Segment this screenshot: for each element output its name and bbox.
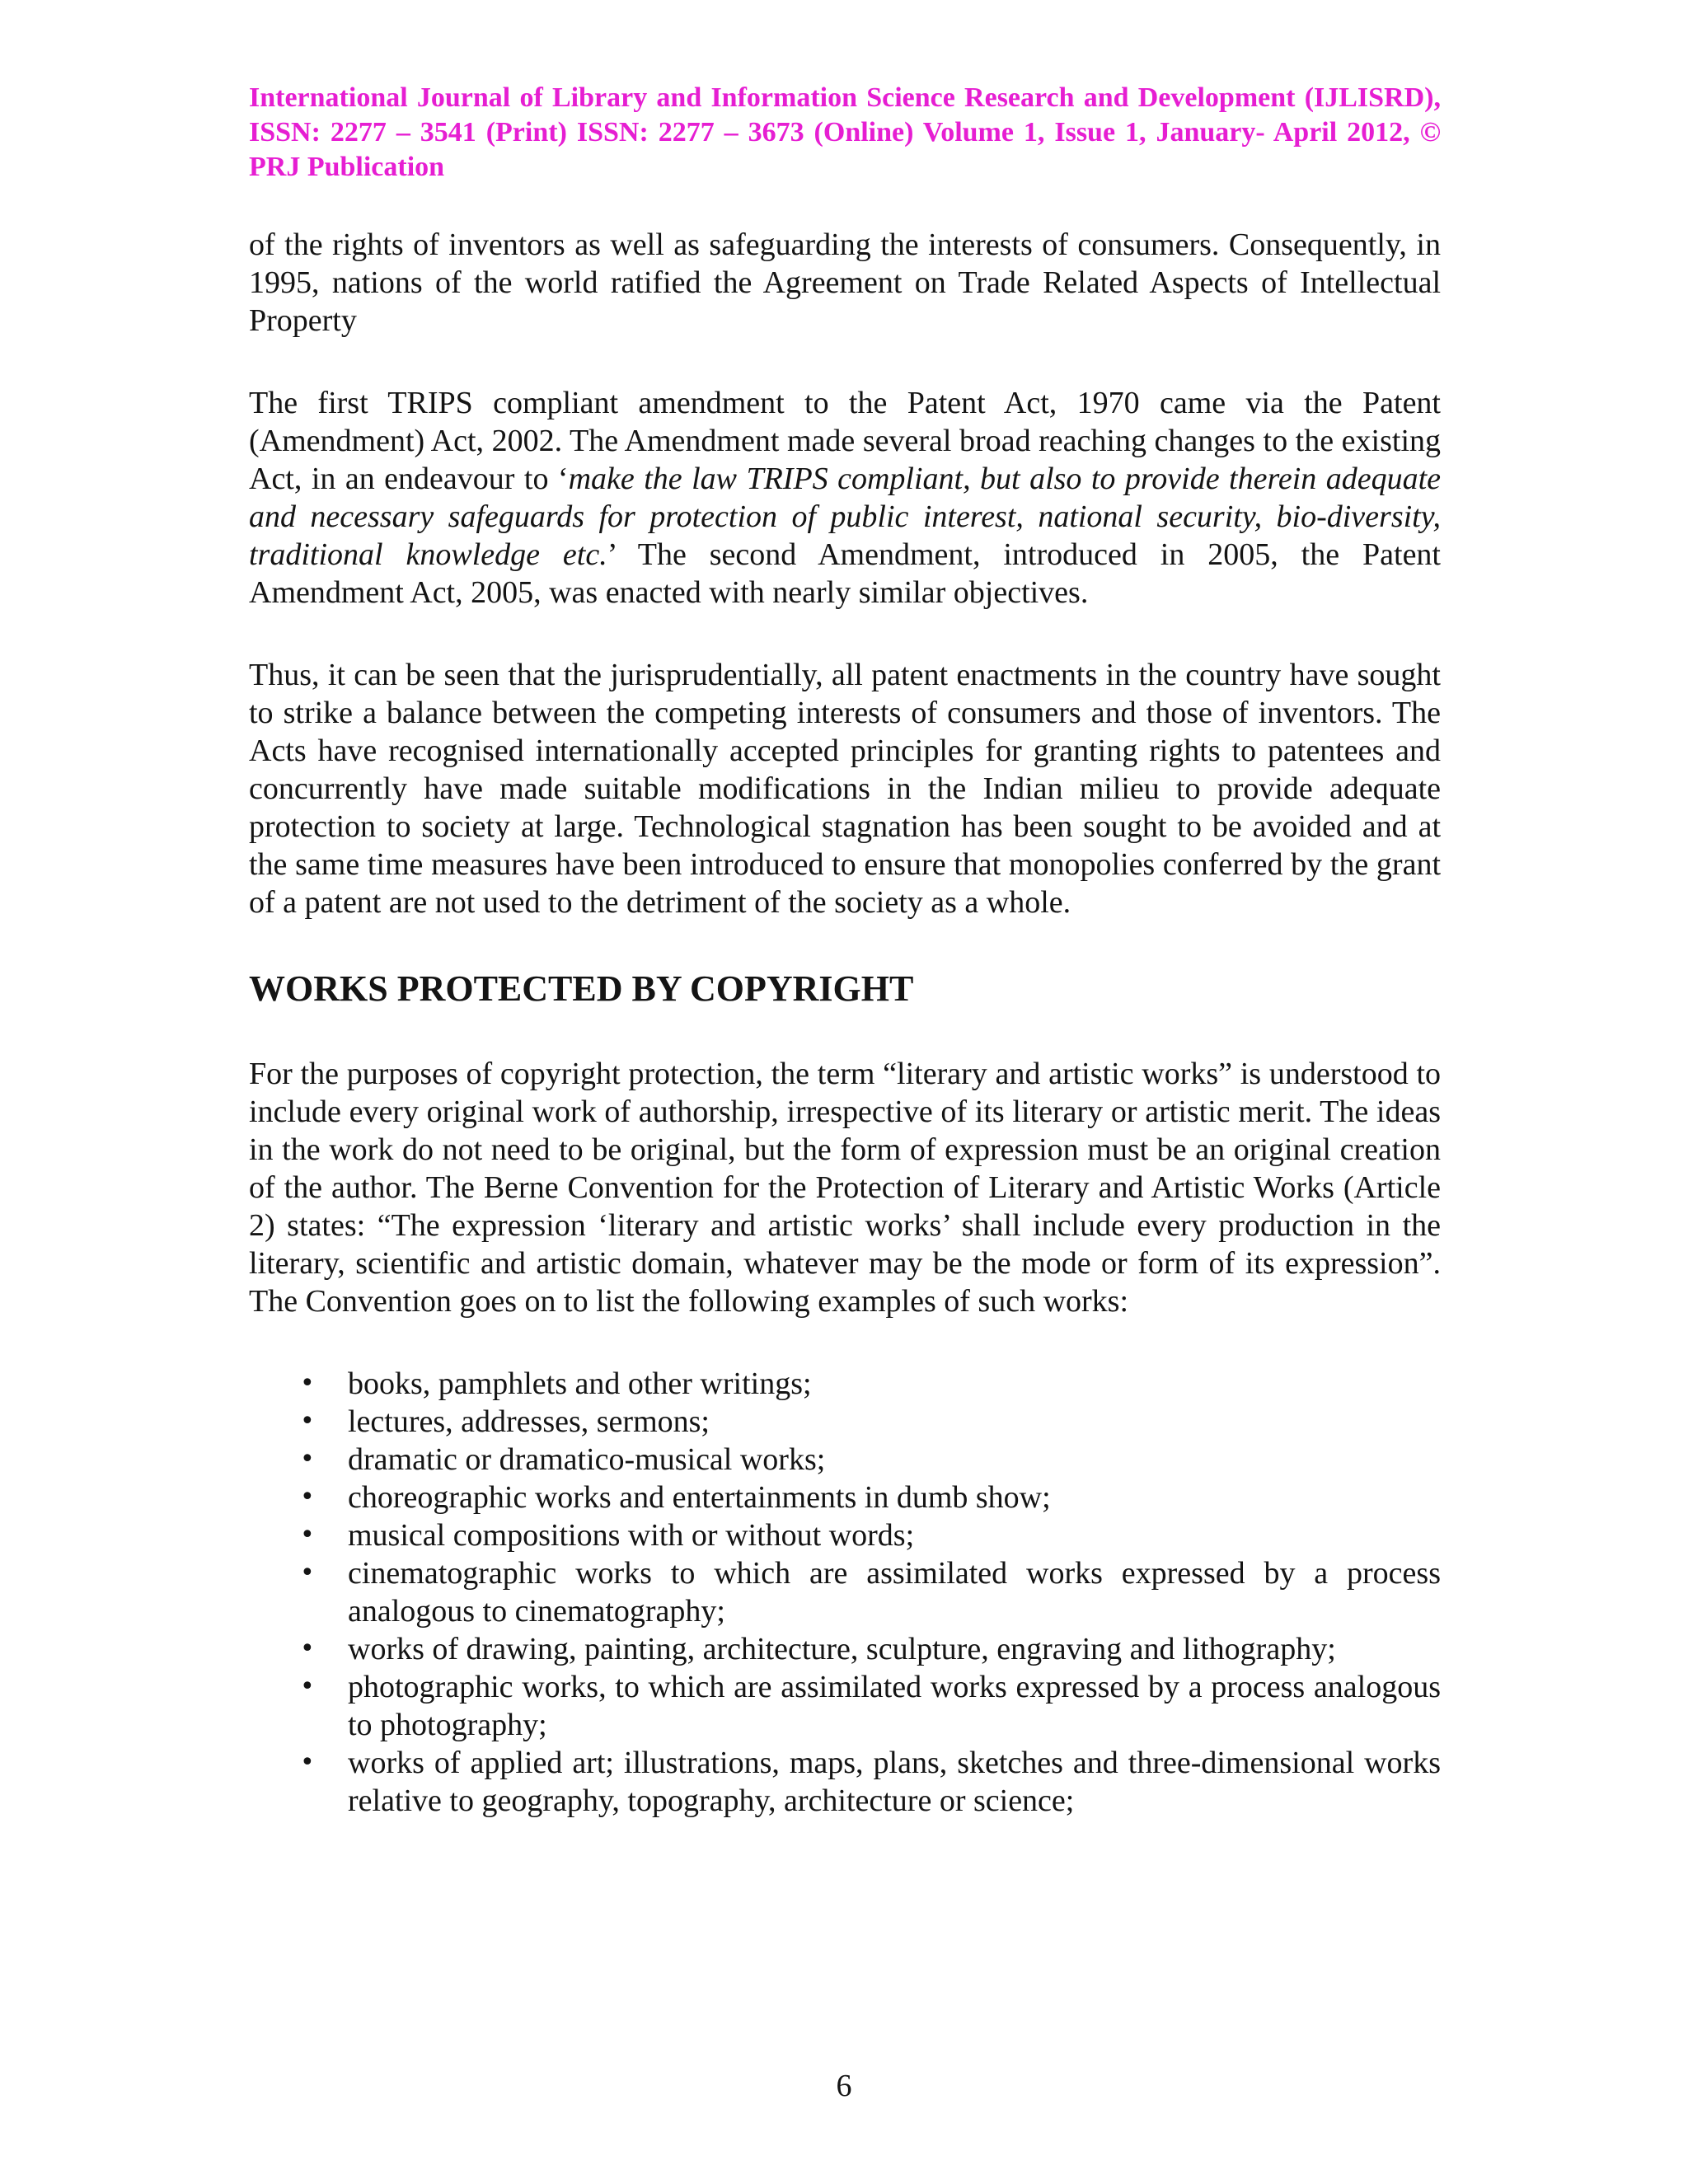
list-item <box>249 1479 1441 1516</box>
bullet-icon: • <box>300 1748 315 1777</box>
bullet-icon: • <box>300 1483 315 1511</box>
paragraph-trips-intro: of the rights of inventors as well as safeguarding the interests of consumers. Consequently, in 1995, nations of the world ratified the Agreement on Trade Related Aspects of Intellectual Property <box>249 227 1441 338</box>
paragraph-jurisprudence: Thus, it can be seen that the jurisprudentially, all patent enactments in the country have sought to strike a balance between the competing interests of consumers and those of inventors. The Acts have recognised internationally accepted principles for granting rights to patentees and concurrently have made suitable modifications in the Indian milieu to provide adequate protection to society at large. Technological stagnation has been sought to be avoided and at the same time measures have been introduced to ensure that monopolies conferred by the grant of a patent are not used to the detriment of the society as a whole. <box>249 658 1441 920</box>
list-item-text: musical compositions with or without words; <box>348 1518 915 1553</box>
journal-header: International Journal of Library and Information Science Research and Development (IJLISRD), ISSN: 2277 – 3541 (Print) ISSN: 2277 – 3673 (Online) Volume 1, Issue 1, January- April 2012, © PRJ Publication <box>249 82 1441 182</box>
list-item <box>249 1365 1441 1403</box>
page-number: 6 <box>836 2069 852 2103</box>
list-item <box>249 1668 1441 1744</box>
list-item-text: lectures, addresses, sermons; <box>348 1404 710 1439</box>
bullet-icon: • <box>300 1672 315 1701</box>
list-item-text: cinematographic works to which are assimilated works expressed by a process analogous to cinematography; <box>348 1556 1441 1629</box>
page-content <box>249 81 1441 1820</box>
list-item <box>249 1403 1441 1441</box>
bullet-icon: • <box>300 1445 315 1474</box>
list-item <box>249 1744 1441 1820</box>
amendment-objective-quote: make the law TRIPS compliant, but also to provide therein adequate and necessary safeguards for protection of public interest, national security, bio-diversity, traditional knowledge etc. <box>249 462 1441 572</box>
paragraph-patent-amendment-lead: The first TRIPS compliant amendment to the Patent Act, 1970 came via the Patent (Amendment) Act, 2002. The Amendment made several broad reaching changes to the existing Act, in an endeavour to ‘ <box>249 386 1441 496</box>
bullet-icon: • <box>300 1521 315 1549</box>
list-item <box>249 1441 1441 1479</box>
paragraph-berne-convention: For the purposes of copyright protection, the term “literary and artistic works” is understood to include every original work of authorship, irrespective of its literary or artistic merit. The ideas in the work do not need to be original, but the form of expression must be an original creation of the author. The Berne Convention for the Protection of Literary and Artistic Works (Article 2) states: “The expression ‘literary and artistic works’ shall include every production in the literary, scientific and artistic domain, whatever may be the mode or form of its expression”. The Convention goes on to list the following examples of such works: <box>249 1057 1441 1319</box>
works-list <box>249 1365 1441 1820</box>
list-item-text: dramatic or dramatico-musical works; <box>348 1442 826 1477</box>
list-item-text: books, pamphlets and other writings; <box>348 1366 812 1401</box>
list-item-text: photographic works, to which are assimilated works expressed by a process analogous to photography; <box>348 1670 1441 1742</box>
bullet-icon: • <box>300 1558 315 1587</box>
bullet-icon: • <box>300 1369 315 1398</box>
paragraph-patent-amendment <box>249 384 1441 612</box>
section-heading: WORKS PROTECTED BY COPYRIGHT <box>249 968 914 1009</box>
list-item <box>249 1554 1441 1630</box>
list-item <box>249 1630 1441 1668</box>
list-item-text: works of drawing, painting, architecture, sculpture, engraving and lithography; <box>348 1632 1336 1666</box>
bullet-icon: • <box>300 1407 315 1436</box>
list-item-text: choreographic works and entertainments in dumb show; <box>348 1480 1051 1515</box>
bullet-icon: • <box>300 1634 315 1663</box>
list-item <box>249 1516 1441 1554</box>
paragraph-patent-amendment-tail: ’ The second Amendment, introduced in 2005, the Patent Amendment Act, 2005, was enacted with nearly similar objectives. <box>249 537 1441 610</box>
list-item-text: works of applied art; illustrations, maps, plans, sketches and three-dimensional works relative to geography, topography, architecture or science; <box>348 1746 1441 1818</box>
